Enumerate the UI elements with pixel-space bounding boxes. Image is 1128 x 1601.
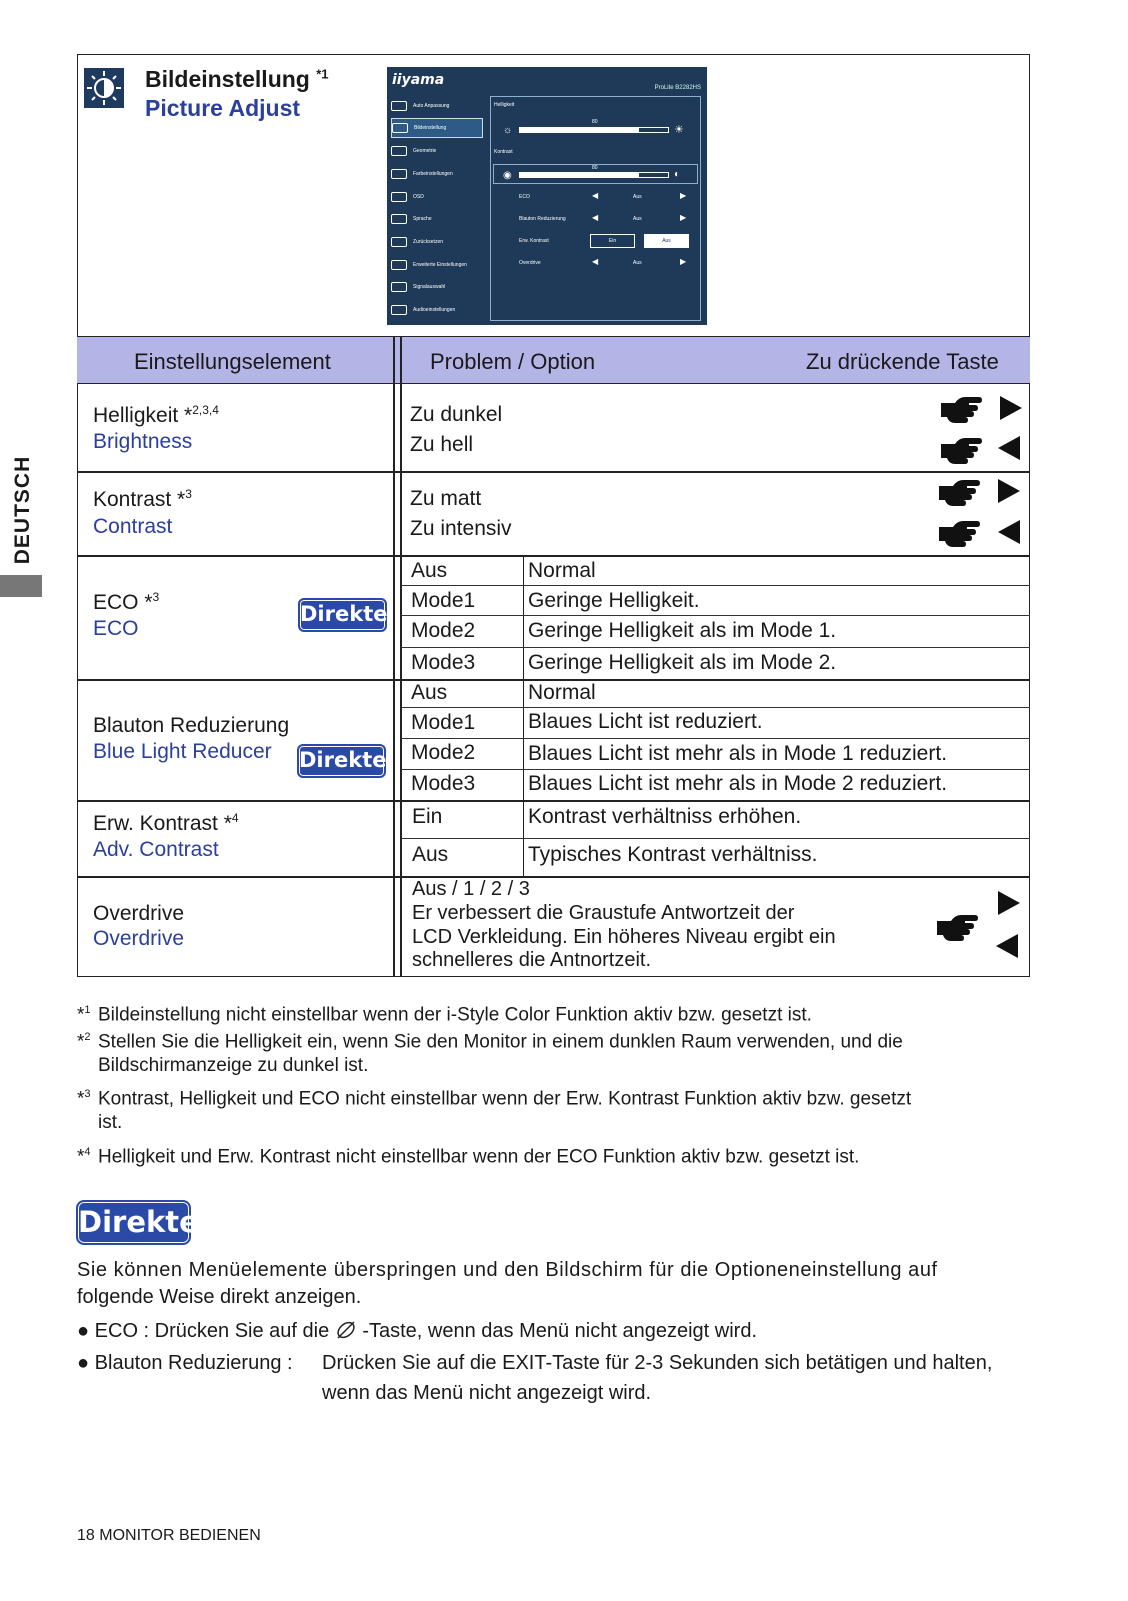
footnote-continued: ist. — [98, 1112, 123, 1133]
direkte-section-badge: Direkte — [76, 1200, 191, 1245]
sun-icon: ☀ — [674, 124, 684, 136]
blue-desc: Normal — [528, 681, 596, 704]
osd-brightness-value: 80 — [592, 119, 598, 125]
pointing-hand-icon — [935, 913, 979, 941]
sub-row-divider — [401, 615, 1030, 616]
blue-desc: Blaues Licht ist mehr als in Mode 2 reduziert. — [528, 772, 948, 795]
pointing-hand-icon — [939, 436, 983, 464]
osd-adv-off: Aus — [644, 234, 689, 248]
osd-menu-item: Geometrie — [391, 141, 483, 161]
osd-menu-item: Erweiterte Einstellungen — [391, 255, 483, 275]
osd-menu-item: Sprache — [391, 209, 483, 229]
contrast-option: Zu matt — [410, 487, 482, 510]
column-divider — [393, 336, 395, 977]
footnote: *$^3$ Kontrast, Helligkeit und ECO nicht einstellbar wenn der Erw. Kontrast Funktion aktiv bzw. gesetzt — [77, 1088, 912, 1110]
bullet-blue-light: ● Blauton Reduzierung : — [77, 1352, 293, 1374]
bullet-blue-light-text: wenn das Menü nicht angezeigt wird. — [322, 1382, 652, 1404]
osd-menu-item: OSD — [391, 187, 483, 207]
osd-blue-label: Blauton Reduzierung — [519, 216, 566, 222]
osd-menu-item: Farbeinstellungen — [391, 164, 483, 184]
direkte-intro: folgende Weise direkt anzeigen. — [77, 1286, 362, 1308]
pointing-hand-icon — [937, 519, 981, 547]
left-arrow-icon — [998, 520, 1020, 544]
osd-menu-item: Audioeinstellungen — [391, 300, 483, 320]
osd-right-arrow-icon: ▶ — [680, 213, 687, 222]
pointing-hand-icon — [939, 395, 983, 423]
blue-light-label: Blauton Reduzierung — [93, 714, 290, 737]
osd-left-arrow-icon: ◀ — [592, 213, 599, 222]
osd-left-arrow-icon: ◀ — [592, 191, 599, 200]
osd-adv-on: Ein — [590, 234, 635, 248]
eco-option: Mode2 — [411, 619, 476, 642]
direkte-intro: Sie können Menüelemente überspringen und den Bildschirm für die Optioneneinstellung auf — [77, 1259, 938, 1281]
osd-right-arrow-icon: ▶ — [680, 191, 687, 200]
osd-contrast-value: 80 — [592, 165, 598, 171]
eco-desc: Geringe Helligkeit als im Mode 1. — [528, 619, 837, 642]
adv-contrast-label-en: Adv. Contrast — [93, 838, 219, 861]
adv-contrast-label: Erw. Kontrast *$^4$ — [93, 811, 239, 835]
sub-row-divider — [401, 738, 1030, 739]
blue-option: Mode3 — [411, 772, 476, 795]
sub-row-divider — [401, 769, 1030, 770]
osd-overdrive-value: Aus — [633, 260, 642, 266]
bullet-blue-light-text: Drücken Sie auf die EXIT-Taste für 2-3 Sekunden sich betätigen und halten, — [322, 1352, 993, 1374]
picture-adjust-icon — [84, 68, 124, 108]
direkte-badge: Direkte — [298, 598, 387, 632]
page-footer: 18 MONITOR BEDIENEN — [77, 1527, 261, 1544]
eco-desc: Normal — [528, 559, 596, 582]
contrast-option: Zu intensiv — [410, 517, 512, 540]
option-divider — [523, 555, 524, 876]
osd-left-arrow-icon: ◀ — [592, 257, 599, 266]
adv-desc: Kontrast verhältniss erhöhen. — [528, 805, 802, 828]
eco-label: ECO *$^3$ — [93, 590, 160, 614]
osd-right-arrow-icon: ▶ — [680, 257, 687, 266]
brightness-label-en: Brightness — [93, 430, 193, 453]
blue-desc: Blaues Licht ist mehr als in Mode 1 reduziert. — [528, 742, 948, 765]
side-language-label: DEUTSCH — [11, 455, 34, 565]
header-key: Zu drückende Taste — [806, 349, 999, 374]
osd-menu-item-selected: Bildeinstellung — [391, 118, 483, 138]
osd-contrast-fill — [519, 172, 639, 178]
blue-option: Mode2 — [411, 741, 476, 764]
blue-desc: Blaues Licht ist reduziert. — [528, 710, 763, 733]
contrast-low-icon: ◉ — [503, 170, 512, 181]
overdrive-desc: schnelleres die Antnortzeit. — [412, 949, 652, 971]
footnote: *$^2$ Stellen Sie die Helligkeit ein, wenn Sie den Monitor in einem dunklen Raum verwenden, und die — [77, 1031, 903, 1053]
side-tab-marker — [0, 575, 42, 597]
eco-leaf-icon — [335, 1320, 357, 1340]
left-arrow-icon — [998, 436, 1020, 460]
overdrive-desc: Er verbessert die Graustufe Antwortzeit der — [412, 902, 795, 924]
eco-label-en: ECO — [93, 617, 139, 640]
footnote-continued: Bildschirmanzeige zu dunkel ist. — [98, 1055, 369, 1076]
blue-light-label-en: Blue Light Reducer — [93, 740, 272, 763]
header-element: Einstellungselement — [134, 349, 331, 374]
osd-adv-label: Erw. Kontrast — [519, 238, 549, 244]
overdrive-label: Overdrive — [93, 902, 185, 925]
blue-option: Aus — [411, 681, 448, 704]
osd-brightness-label: Helligkeit — [494, 102, 515, 108]
eco-desc: Geringe Helligkeit. — [528, 589, 700, 612]
right-arrow-icon — [1000, 396, 1022, 420]
osd-logo: iiyama — [392, 72, 445, 88]
osd-model: ProLite B2282HS — [654, 85, 701, 91]
sub-row-divider — [401, 838, 1030, 839]
bullet-eco: ● ECO : Drücken Sie auf die -Taste, wenn das Menü nicht angezeigt wird. — [77, 1320, 758, 1342]
osd-menu-item: Auto Anpassung — [391, 96, 483, 116]
eco-option: Mode1 — [411, 589, 476, 612]
row-divider — [77, 471, 1030, 473]
row-divider — [77, 800, 1030, 802]
osd-menu-item: Signalauswahl — [391, 277, 483, 297]
overdrive-options: Aus / 1 / 2 / 3 — [412, 878, 530, 900]
blue-option: Mode1 — [411, 711, 476, 734]
osd-screenshot — [387, 67, 707, 325]
sun-icon: ☼ — [503, 125, 513, 136]
osd-brightness-fill — [519, 127, 639, 133]
row-divider — [77, 876, 1030, 878]
osd-menu-item: Zurücksetzen — [391, 232, 483, 252]
adv-option: Aus — [412, 843, 449, 866]
bullet-icon: ● — [77, 1320, 90, 1342]
eco-option: Mode3 — [411, 651, 476, 674]
overdrive-label-en: Overdrive — [93, 927, 185, 950]
osd-contrast-label: Kontrast — [494, 149, 513, 155]
sub-row-divider — [401, 707, 1030, 708]
section-title-en: Picture Adjust — [145, 95, 301, 121]
header-problem: Problem / Option — [430, 349, 596, 374]
direkte-badge: Direkte — [297, 744, 386, 778]
osd-eco-label: ECO — [519, 194, 530, 200]
adv-desc: Typisches Kontrast verhältniss. — [528, 843, 818, 866]
footnote: *$^1$ Bildeinstellung nicht einstellbar wenn der i-Style Color Funktion aktiv bzw. gesetzt ist. — [77, 1004, 812, 1026]
contrast-label-en: Contrast — [93, 515, 173, 538]
bullet-icon: ● — [77, 1352, 90, 1374]
brightness-option: Zu hell — [410, 433, 474, 456]
row-divider — [77, 555, 1030, 557]
column-divider — [400, 336, 402, 977]
overdrive-desc: LCD Verkleidung. Ein höheres Niveau ergibt ein — [412, 926, 836, 948]
eco-desc: Geringe Helligkeit als im Mode 2. — [528, 651, 837, 674]
sub-row-divider — [401, 647, 1030, 648]
contrast-label: Kontrast *$^3$ — [93, 487, 192, 511]
pointing-hand-icon — [937, 478, 981, 506]
right-arrow-icon — [998, 479, 1020, 503]
right-arrow-icon — [998, 891, 1020, 915]
sub-row-divider — [401, 585, 1030, 586]
left-arrow-icon — [996, 934, 1018, 958]
eco-option: Aus — [411, 559, 448, 582]
footnote: *$^4$ Helligkeit und Erw. Kontrast nicht einstellbar wenn der ECO Funktion aktiv bzw. gesetzt ist. — [77, 1146, 860, 1168]
osd-eco-value: Aus — [633, 194, 642, 200]
osd-blue-value: Aus — [633, 216, 642, 222]
adv-option: Ein — [412, 805, 443, 828]
brightness-option: Zu dunkel — [410, 403, 503, 426]
contrast-high-icon: ◐ — [674, 169, 681, 180]
brightness-label: Helligkeit *$^{2,3,4}$ — [93, 403, 219, 427]
osd-overdrive-label: Overdrive — [519, 260, 541, 266]
section-title-de: Bildeinstellung $^{*1}$ — [145, 66, 329, 92]
